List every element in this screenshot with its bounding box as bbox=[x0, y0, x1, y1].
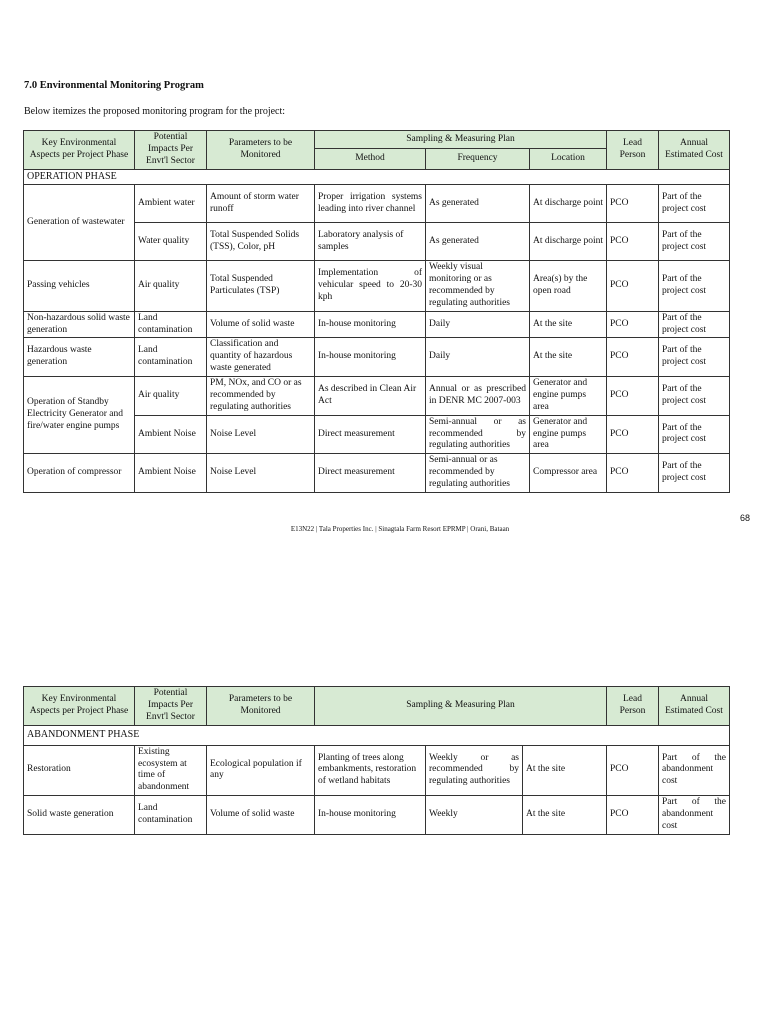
location-cell: At the site bbox=[530, 311, 607, 338]
frequency-cell: Weekly bbox=[426, 796, 523, 835]
parameter-cell: Total Suspended Solids (TSS), Color, pH bbox=[207, 223, 315, 261]
method-cell: Direct measurement bbox=[315, 415, 426, 454]
cost-cell: Part of the project cost bbox=[659, 454, 730, 493]
impact-cell: Land contamination bbox=[135, 796, 207, 835]
monitoring-table-abandonment bbox=[23, 686, 730, 835]
cost-cell: Part of the project cost bbox=[659, 415, 730, 454]
page-number: 68 bbox=[740, 513, 751, 523]
frequency-cell: Semi-annual or as recommended by regulating authorities bbox=[426, 415, 530, 454]
location-cell: At the site bbox=[523, 796, 607, 835]
method-cell: Laboratory analysis of samples bbox=[315, 223, 426, 261]
header-annual-cost: Annual Estimated Cost bbox=[659, 687, 730, 726]
impact-cell: Ambient Noise bbox=[135, 415, 207, 454]
lead-cell: PCO bbox=[607, 338, 659, 377]
parameter-cell: Noise Level bbox=[207, 415, 315, 454]
method-cell: As described in Clean Air Act bbox=[315, 377, 426, 416]
cost-cell: Part of the project cost bbox=[659, 377, 730, 416]
header-lead-person: Lead Person bbox=[607, 687, 659, 726]
parameter-cell: Volume of solid waste bbox=[207, 311, 315, 338]
cost-cell: Part of the abandonment cost bbox=[659, 796, 730, 835]
location-cell: At the site bbox=[523, 745, 607, 796]
header-potential-impacts: Potential Impacts Per Envt'l Sector bbox=[135, 131, 207, 170]
cost-cell: Part of the project cost bbox=[659, 223, 730, 261]
lead-cell: PCO bbox=[607, 261, 659, 312]
header-sampling-plan: Sampling & Measuring Plan bbox=[315, 687, 607, 726]
impact-cell: Water quality bbox=[135, 223, 207, 261]
impact-cell: Air quality bbox=[135, 261, 207, 312]
aspect-cell: Solid waste generation bbox=[24, 796, 135, 835]
parameter-cell: Ecological population if any bbox=[207, 745, 315, 796]
location-cell: At discharge point bbox=[530, 223, 607, 261]
parameter-cell: Amount of storm water runoff bbox=[207, 185, 315, 223]
method-cell: In-house monitoring bbox=[315, 338, 426, 377]
header-frequency: Frequency bbox=[426, 149, 530, 169]
lead-cell: PCO bbox=[607, 377, 659, 416]
frequency-cell: Annual or as prescribed in DENR MC 2007-003 bbox=[426, 377, 530, 416]
cost-cell: Part of the project cost bbox=[659, 185, 730, 223]
impact-cell: Existing ecosystem at time of abandonment bbox=[135, 745, 207, 796]
method-cell: In-house monitoring bbox=[315, 311, 426, 338]
header-lead-person: Lead Person bbox=[607, 131, 659, 170]
impact-cell: Air quality bbox=[135, 377, 207, 416]
frequency-cell: As generated bbox=[426, 185, 530, 223]
location-cell: Generator and engine pumps area bbox=[530, 415, 607, 454]
frequency-cell: Daily bbox=[426, 338, 530, 377]
lead-cell: PCO bbox=[607, 311, 659, 338]
parameter-cell: Total Suspended Particulates (TSP) bbox=[207, 261, 315, 312]
aspect-cell: Passing vehicles bbox=[24, 261, 135, 312]
intro-text: Below itemizes the proposed monitoring program for the project: bbox=[24, 106, 286, 117]
location-cell: Area(s) by the open road bbox=[530, 261, 607, 312]
method-cell: Planting of trees along embankments, restoration of wetland habitats bbox=[315, 745, 426, 796]
lead-cell: PCO bbox=[607, 745, 659, 796]
location-cell: At the site bbox=[530, 338, 607, 377]
impact-cell: Land contamination bbox=[135, 338, 207, 377]
phase-label-abandonment: ABANDONMENT PHASE bbox=[24, 725, 730, 745]
lead-cell: PCO bbox=[607, 796, 659, 835]
parameter-cell: Classification and quantity of hazardous waste generated bbox=[207, 338, 315, 377]
page-footer: E13N22 | Tala Properties Inc. | Sinagtala Farm Resort EPRMP | Orani, Bataan bbox=[290, 525, 510, 533]
aspect-cell: Generation of wastewater bbox=[24, 185, 135, 261]
impact-cell: Land contamination bbox=[135, 311, 207, 338]
cost-cell: Part of the project cost bbox=[659, 261, 730, 312]
aspect-cell: Operation of compressor bbox=[24, 454, 135, 493]
frequency-cell: Weekly visual monitoring or as recommended by regulating authorities bbox=[426, 261, 530, 312]
parameter-cell: Volume of solid waste bbox=[207, 796, 315, 835]
aspect-cell: Hazardous waste generation bbox=[24, 338, 135, 377]
cost-cell: Part of the project cost bbox=[659, 338, 730, 377]
method-cell: Proper irrigation systems leading into river channel bbox=[315, 185, 426, 223]
aspect-cell: Non-hazardous solid waste generation bbox=[24, 311, 135, 338]
header-key-aspects: Key Environmental Aspects per Project Phase bbox=[24, 131, 135, 170]
section-heading: 7.0 Environmental Monitoring Program bbox=[24, 80, 204, 91]
method-cell: Direct measurement bbox=[315, 454, 426, 493]
frequency-cell: As generated bbox=[426, 223, 530, 261]
header-potential-impacts: Potential Impacts Per Envt'l Sector bbox=[135, 687, 207, 726]
frequency-cell: Semi-annual or as recommended by regulating authorities bbox=[426, 454, 530, 493]
location-cell: At discharge point bbox=[530, 185, 607, 223]
method-cell: In-house monitoring bbox=[315, 796, 426, 835]
lead-cell: PCO bbox=[607, 415, 659, 454]
aspect-cell: Restoration bbox=[24, 745, 135, 796]
lead-cell: PCO bbox=[607, 185, 659, 223]
header-key-aspects: Key Environmental Aspects per Project Phase bbox=[24, 687, 135, 726]
monitoring-table-operation bbox=[23, 130, 730, 493]
frequency-cell: Daily bbox=[426, 311, 530, 338]
header-sampling-plan: Sampling & Measuring Plan bbox=[315, 131, 607, 149]
parameter-cell: Noise Level bbox=[207, 454, 315, 493]
header-annual-cost: Annual Estimated Cost bbox=[659, 131, 730, 170]
lead-cell: PCO bbox=[607, 223, 659, 261]
header-location: Location bbox=[530, 149, 607, 169]
location-cell: Compressor area bbox=[530, 454, 607, 493]
header-parameters: Parameters to be Monitored bbox=[207, 131, 315, 170]
parameter-cell: PM, NOx, and CO or as recommended by regulating authorities bbox=[207, 377, 315, 416]
lead-cell: PCO bbox=[607, 454, 659, 493]
impact-cell: Ambient water bbox=[135, 185, 207, 223]
impact-cell: Ambient Noise bbox=[135, 454, 207, 493]
header-method: Method bbox=[315, 149, 426, 169]
location-cell: Generator and engine pumps area bbox=[530, 377, 607, 416]
method-cell: Implementation of vehicular speed to 20-30 kph bbox=[315, 261, 426, 312]
header-parameters: Parameters to be Monitored bbox=[207, 687, 315, 726]
aspect-cell: Operation of Standby Electricity Generator and fire/water engine pumps bbox=[24, 377, 135, 454]
frequency-cell: Weekly or as recommended by regulating authorities bbox=[426, 745, 523, 796]
cost-cell: Part of the project cost bbox=[659, 311, 730, 338]
cost-cell: Part of the abandonment cost bbox=[659, 745, 730, 796]
phase-label-operation: OPERATION PHASE bbox=[24, 169, 730, 185]
